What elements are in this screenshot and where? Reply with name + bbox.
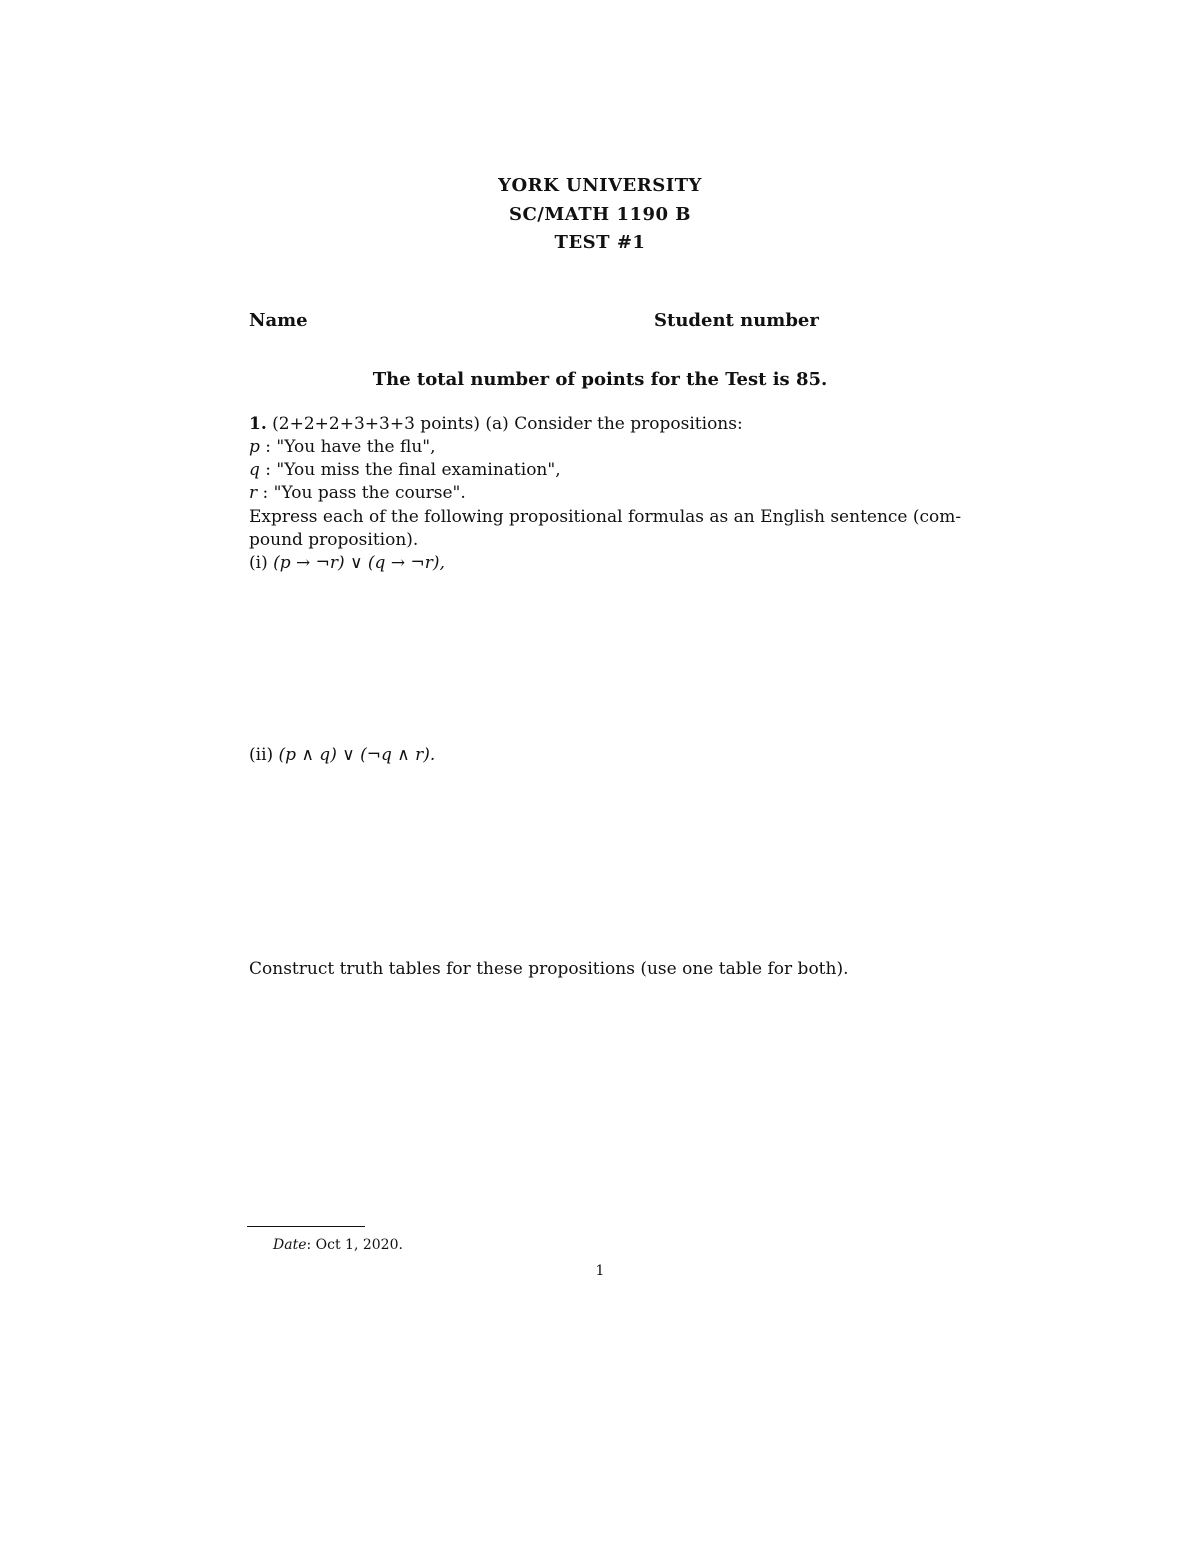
instruction-line-2: pound proposition). bbox=[249, 530, 419, 550]
proposition-text: : "You miss the final examination", bbox=[259, 460, 561, 480]
proposition-text: : "You have the flu", bbox=[259, 437, 436, 457]
instruction-line-1: Express each of the following propositional formulas as an English sentence (com- bbox=[249, 507, 962, 527]
truth-table-instruction: Construct truth tables for these propositions (use one table for both). bbox=[249, 959, 849, 979]
footnote-date bbox=[273, 1237, 403, 1253]
question-1-intro bbox=[249, 414, 743, 434]
part-i-label: (i) bbox=[249, 553, 274, 573]
proposition-p bbox=[249, 437, 436, 457]
test-title: TEST #1 bbox=[554, 232, 646, 253]
footnote-label: Date bbox=[273, 1237, 307, 1253]
part-i bbox=[249, 553, 445, 573]
part-ii-formula: (p ∧ q) ∨ (¬q ∧ r). bbox=[278, 745, 436, 765]
proposition-var: q bbox=[249, 460, 260, 480]
proposition-var: p bbox=[249, 437, 260, 457]
part-ii-label: (ii) bbox=[249, 745, 279, 765]
proposition-text: : "You pass the course". bbox=[257, 483, 466, 503]
student-number-label: Student number bbox=[654, 310, 819, 331]
proposition-var: r bbox=[249, 483, 258, 503]
part-ii bbox=[249, 745, 435, 765]
question-number: 1. bbox=[249, 414, 267, 434]
proposition-r bbox=[249, 483, 466, 503]
course-code: SC/MATH 1190 B bbox=[508, 204, 692, 225]
footnote-text: : Oct 1, 2020. bbox=[306, 1237, 403, 1253]
proposition-q bbox=[249, 460, 561, 480]
part-i-formula: (p → ¬r) ∨ (q → ¬r), bbox=[273, 553, 445, 573]
footnote-divider bbox=[247, 1226, 365, 1227]
university-title: YORK UNIVERSITY bbox=[498, 175, 702, 196]
total-points-statement: The total number of points for the Test is 85. bbox=[372, 369, 828, 390]
page-number: 1 bbox=[595, 1263, 605, 1279]
name-label: Name bbox=[249, 310, 308, 331]
question-intro-text: (2+2+2+3+3+3 points) (a) Consider the propositions: bbox=[266, 414, 743, 434]
